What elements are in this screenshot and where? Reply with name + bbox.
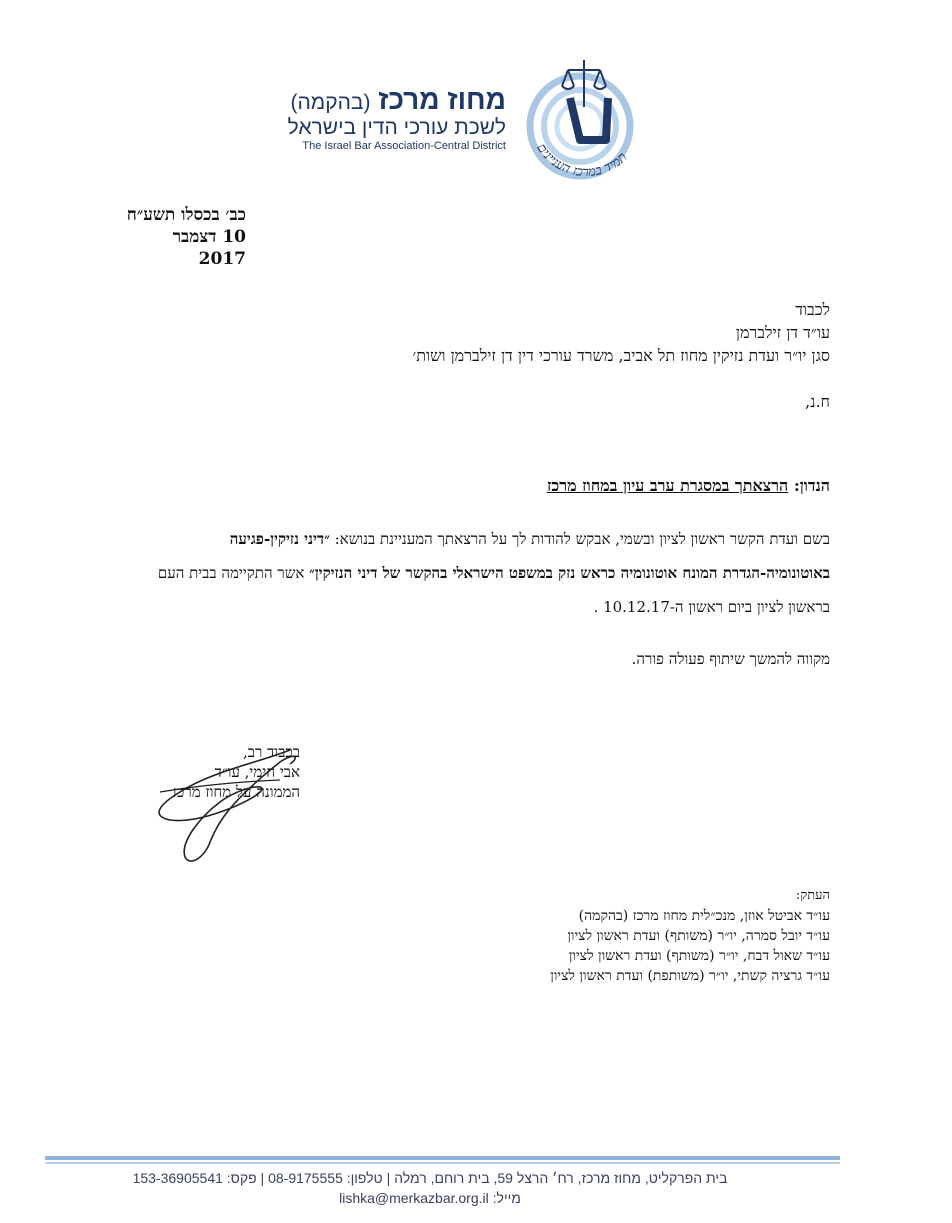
greeting: ח.נ, <box>805 392 830 411</box>
letter-date <box>120 204 246 270</box>
body-part-2: אשר התקיימה בבית העם בראשון לציון ביום ראשון ה-10.12.17 . <box>157 564 830 616</box>
footer-email-label: מייל: <box>492 1190 521 1206</box>
org-name <box>290 84 506 116</box>
footer-divider <box>45 1156 840 1160</box>
org-subtitle: לשכת עורכי הדין בישראל <box>287 116 506 139</box>
footer-email-line <box>100 1190 760 1206</box>
org-name-text: מחוז מרכז <box>378 84 506 115</box>
cc-item: עו״ד שאול דבח, יו״ר (משותף) ועדת ראשון לציון <box>568 948 830 964</box>
lecture-topic: ״דיני נזיקין-פגיעה באוטונומיה-הגדרת המונח אוטונומיה כראש נזק במשפט הישראלי בהקשר של דיני הנזיקין״ <box>229 530 830 582</box>
cc-item: עו״ד יובל סמרה, יו״ר (משותף) ועדת ראשון לציון <box>567 928 830 944</box>
addressee-title: סגן יו״ר ועדת נזיקין מחוז תל אביב, משרד עורכי דין דן זילברמן ושות׳ <box>412 346 830 365</box>
footer-separator: | <box>260 1170 265 1186</box>
body-part-1: בשם ועדת הקשר ראשון לציון ובשמי, אבקש להודות לך על הרצאתך המעניינת בנושא: <box>329 530 830 548</box>
footer-phone: 08-9175555 <box>268 1170 343 1186</box>
footer-address-line <box>100 1170 760 1186</box>
footer-email[interactable]: lishka@merkazbar.org.il <box>339 1190 489 1206</box>
closing-line: מקווה להמשך שיתוף פעולה פורה. <box>631 650 830 668</box>
cc-label: העתק: <box>795 888 830 903</box>
body-paragraph <box>120 522 830 624</box>
signer-name: אבי חימי, עו״ד <box>214 763 300 781</box>
handwritten-signature <box>140 732 310 867</box>
gregorian-date: 10 דצמבר 2017 <box>172 227 246 269</box>
hebrew-date: כב׳ בכסלו תשע״ח <box>126 205 246 225</box>
cc-block <box>420 886 830 986</box>
subject-text: הרצאתך במסגרת ערב עיון במחוז מרכז <box>546 476 789 495</box>
logo-ring-text: תמיד במרכז העניינים <box>533 141 631 181</box>
footer-fax: 153-36905541 <box>132 1170 223 1186</box>
subject-line <box>270 476 830 496</box>
footer-phone-label: טלפון: <box>346 1170 383 1186</box>
cc-item: עו״ד אביטל אוזן, מנכ״לית מחוז מרכז (בהקמה) <box>578 908 830 924</box>
bar-association-logo <box>518 52 654 188</box>
salutation: לכבוד <box>795 300 830 319</box>
footer-address: בית הפרקליט, מחוז מרכז, רח׳ הרצל 59, בית רוחם, רמלה <box>394 1170 728 1186</box>
addressee-name: עו״ד דן זילברמן <box>735 323 830 342</box>
subject-label: הנדון: <box>793 476 830 495</box>
org-english-name: The Israel Bar Association-Central District <box>302 140 506 152</box>
org-status: (בהקמה) <box>290 91 371 114</box>
footer-divider-secondary <box>45 1162 840 1164</box>
footer-separator: | <box>386 1170 391 1186</box>
footer-fax-label: פקס: <box>226 1170 257 1186</box>
signer-role: הממונה על מחוז מרכז <box>172 783 300 801</box>
addressee-block <box>250 298 830 413</box>
cc-item: עו״ד גרציה קשתי, יו״ר (משותפת) ועדת ראשון לציון <box>550 968 830 984</box>
regards: בכבוד רב, <box>243 743 300 761</box>
